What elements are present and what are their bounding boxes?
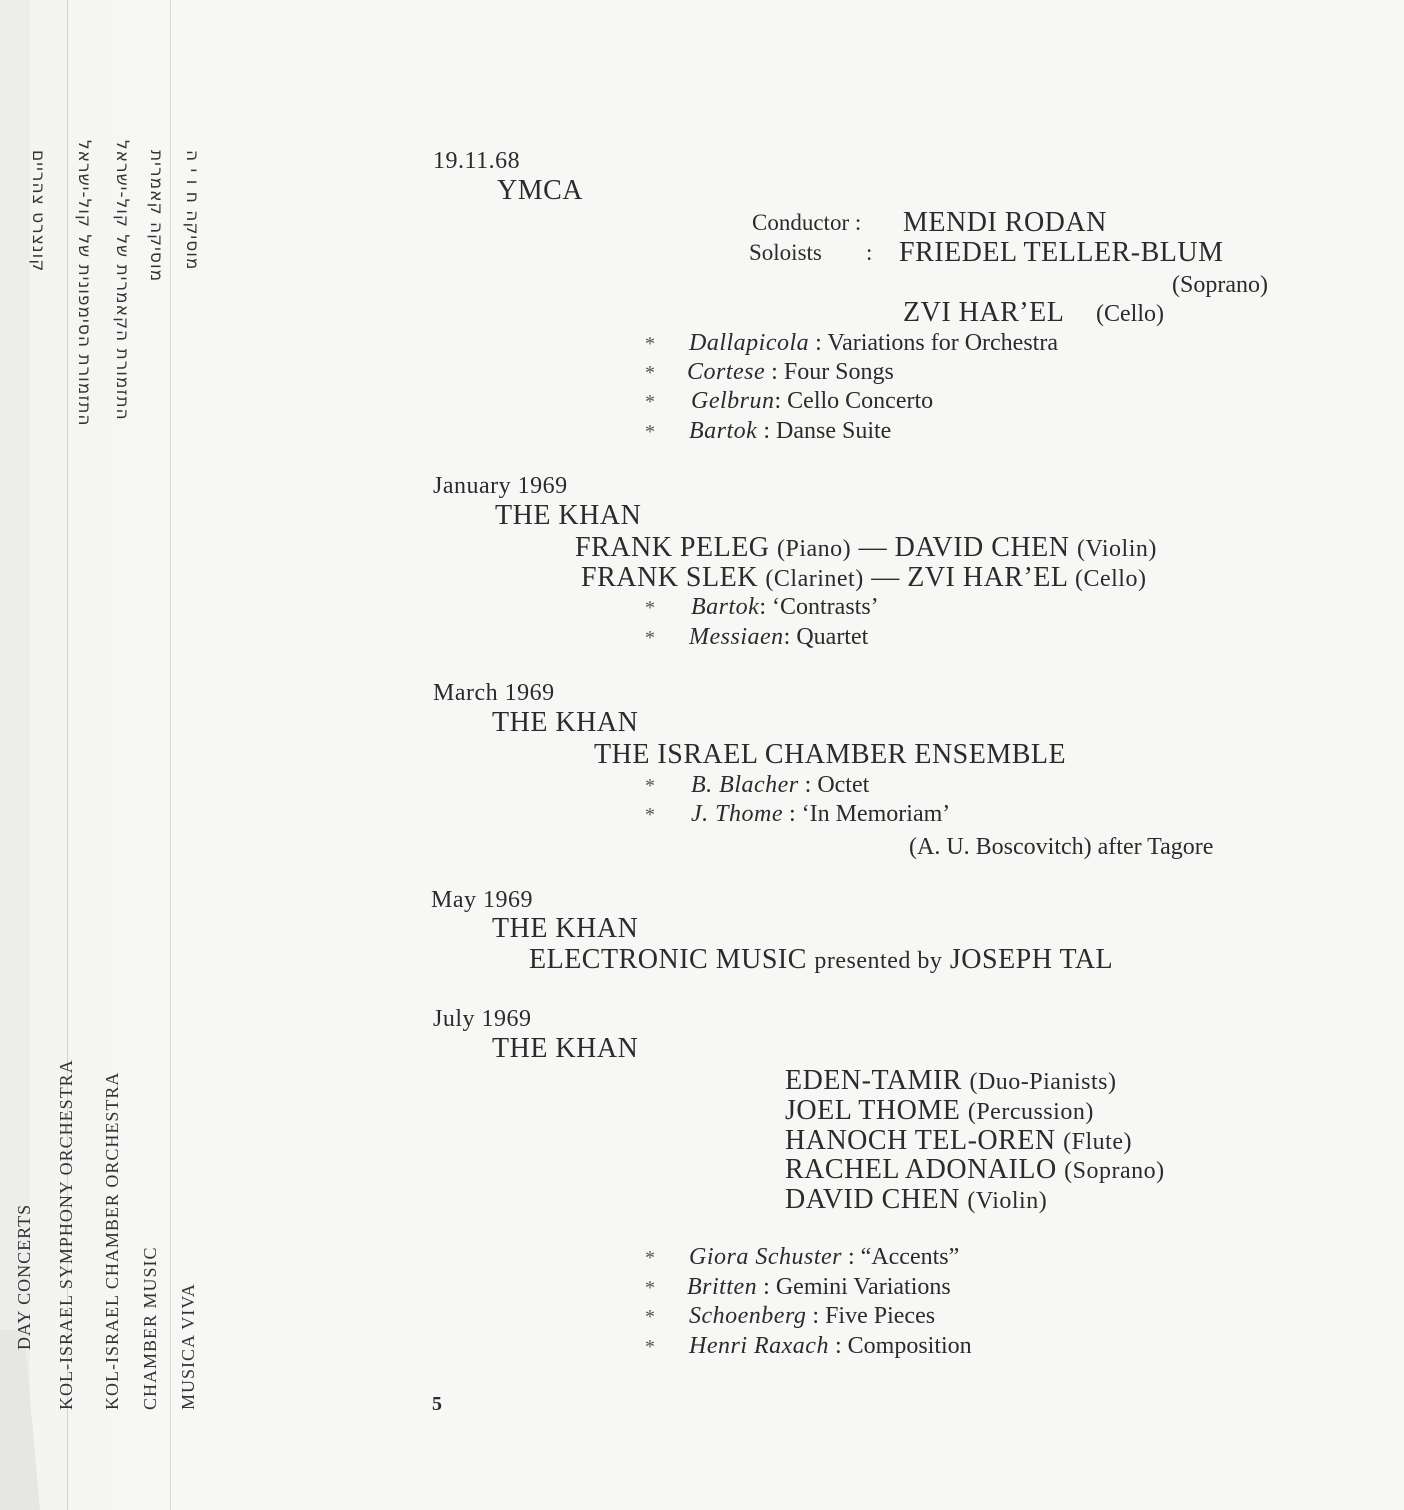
composer: J. Thome bbox=[691, 801, 783, 827]
bullet-icon: * bbox=[645, 1306, 655, 1328]
work-item: * Schoenberg : Five Pieces bbox=[645, 1303, 936, 1329]
performer-line: FRANK SLEK (Clarinet) — ZVI HAR’EL (Cello) bbox=[581, 562, 1147, 593]
english-tab-label-4: CHAMBER MUSIC bbox=[140, 1246, 160, 1410]
english-tab-label-3: KOL-ISRAEL CHAMBER ORCHESTRA bbox=[102, 1071, 122, 1410]
composer: Britten bbox=[687, 1274, 758, 1300]
work-item: * Britten : Gemini Variations bbox=[645, 1274, 951, 1300]
concert-5-date: July 1969 bbox=[433, 1006, 532, 1032]
soloist-1-name: FRIEDEL TELLER-BLUM bbox=[899, 237, 1224, 268]
bullet-icon: * bbox=[645, 1277, 655, 1299]
hebrew-tab-label-2: התזמורת הסימפונית של קול-ישראל bbox=[74, 140, 94, 427]
soloist-2-role: (Cello) bbox=[1096, 301, 1164, 327]
concert-2-venue: THE KHAN bbox=[495, 500, 642, 531]
hebrew-tab-label-4: מוסיקה קאמרית bbox=[146, 150, 166, 283]
bullet-icon: * bbox=[645, 775, 655, 797]
english-tab-label-1: DAY CONCERTS bbox=[14, 1203, 34, 1350]
ensemble-name: THE ISRAEL CHAMBER ENSEMBLE bbox=[594, 739, 1067, 770]
hebrew-tab-label-1: קונצרט צהריים bbox=[28, 150, 48, 273]
performer-line: DAVID CHEN (Violin) bbox=[785, 1184, 1048, 1215]
work-title: ‘Contrasts’ bbox=[772, 594, 879, 620]
bullet-icon: * bbox=[645, 391, 655, 413]
bullet-icon: * bbox=[645, 804, 655, 826]
work-item: * Henri Raxach : Composition bbox=[645, 1333, 972, 1359]
concert-3-date: March 1969 bbox=[433, 680, 555, 706]
composer: Gelbrun bbox=[691, 388, 775, 414]
performer-line: JOEL THOME (Percussion) bbox=[785, 1095, 1094, 1126]
work-title: Quartet bbox=[796, 624, 869, 650]
work-title: Octet bbox=[817, 772, 870, 798]
concert-1-date: 19.11.68 bbox=[433, 148, 521, 174]
work-title: Cello Concerto bbox=[787, 388, 934, 414]
concert-2-date: January 1969 bbox=[433, 473, 568, 499]
work-item: * Cortese : Four Songs bbox=[645, 359, 894, 385]
concert-1-venue: YMCA bbox=[497, 175, 584, 206]
concert-5-venue: THE KHAN bbox=[492, 1033, 639, 1064]
composer: Giora Schuster bbox=[689, 1244, 842, 1270]
work-item: * Bartok: ‘Contrasts’ bbox=[645, 594, 879, 620]
work-title: “Accents” bbox=[860, 1244, 960, 1270]
work-item: * Bartok : Danse Suite bbox=[645, 418, 892, 444]
work-title: Danse Suite bbox=[776, 418, 892, 444]
work-title: Variations for Orchestra bbox=[827, 330, 1058, 356]
composer: Cortese bbox=[687, 359, 766, 385]
performer-line: FRANK PELEG (Piano) — DAVID CHEN (Violin) bbox=[575, 532, 1157, 563]
soloists-label: Soloists bbox=[749, 240, 822, 265]
work-title: Gemini Variations bbox=[775, 1274, 951, 1300]
concert-4-date: May 1969 bbox=[431, 887, 533, 913]
bullet-icon: * bbox=[645, 1336, 655, 1358]
work-note: (A. U. Boscovitch) after Tagore bbox=[909, 834, 1214, 860]
performer-line: HANOCH TEL-OREN (Flute) bbox=[785, 1125, 1132, 1156]
english-tab-label-2: KOL-ISRAEL SYMPHONY ORCHESTRA bbox=[56, 1059, 76, 1410]
composer: Schoenberg bbox=[689, 1303, 807, 1329]
composer: Bartok bbox=[689, 418, 758, 444]
work-item: * J. Thome : ‘In Memoriam’ bbox=[645, 801, 951, 827]
conductor-label: Conductor : bbox=[752, 210, 862, 235]
work-item: * Gelbrun: Cello Concerto bbox=[645, 388, 934, 414]
page-number: 5 bbox=[432, 1393, 442, 1415]
bullet-icon: * bbox=[645, 362, 655, 384]
work-title: Five Pieces bbox=[825, 1303, 936, 1329]
work-item: * Giora Schuster : “Accents” bbox=[645, 1244, 960, 1270]
composer: Dallapicola bbox=[689, 330, 810, 356]
concert-3-venue: THE KHAN bbox=[492, 707, 639, 738]
hebrew-tab-label-3: התזמורת הקאמרית של קול-ישראל bbox=[112, 140, 132, 421]
work-item: * Messiaen: Quartet bbox=[645, 624, 869, 650]
work-item: * Dallapicola : Variations for Orchestra bbox=[645, 330, 1058, 356]
bullet-icon: * bbox=[645, 421, 655, 443]
work-title: Four Songs bbox=[783, 359, 894, 385]
soloist-2-name: ZVI HAR’EL bbox=[903, 297, 1065, 328]
soloist-1-role: (Soprano) bbox=[1172, 272, 1268, 298]
work-title: ‘In Memoriam’ bbox=[801, 801, 951, 827]
bullet-icon: * bbox=[645, 597, 655, 619]
performer-line: EDEN-TAMIR (Duo-Pianists) bbox=[785, 1065, 1117, 1096]
hebrew-tab-label-5: מוסיקה ח ו י ה bbox=[182, 150, 202, 271]
soloists-colon: : bbox=[866, 240, 873, 265]
work-title: Composition bbox=[847, 1333, 972, 1359]
composer: B. Blacher bbox=[691, 772, 799, 798]
composer: Henri Raxach bbox=[689, 1333, 829, 1359]
bullet-icon: * bbox=[645, 627, 655, 649]
program-line: ELECTRONIC MUSIC presented by JOSEPH TAL bbox=[529, 944, 1114, 975]
performer-line: RACHEL ADONAILO (Soprano) bbox=[785, 1154, 1165, 1185]
english-tab-label-5: MUSICA VIVA bbox=[178, 1283, 198, 1410]
conductor-name: MENDI RODAN bbox=[903, 207, 1107, 238]
concert-4-venue: THE KHAN bbox=[492, 913, 639, 944]
work-item: * B. Blacher : Octet bbox=[645, 772, 870, 798]
bullet-icon: * bbox=[645, 1247, 655, 1269]
composer: Messiaen bbox=[689, 624, 784, 650]
bullet-icon: * bbox=[645, 333, 655, 355]
composer: Bartok bbox=[691, 594, 760, 620]
